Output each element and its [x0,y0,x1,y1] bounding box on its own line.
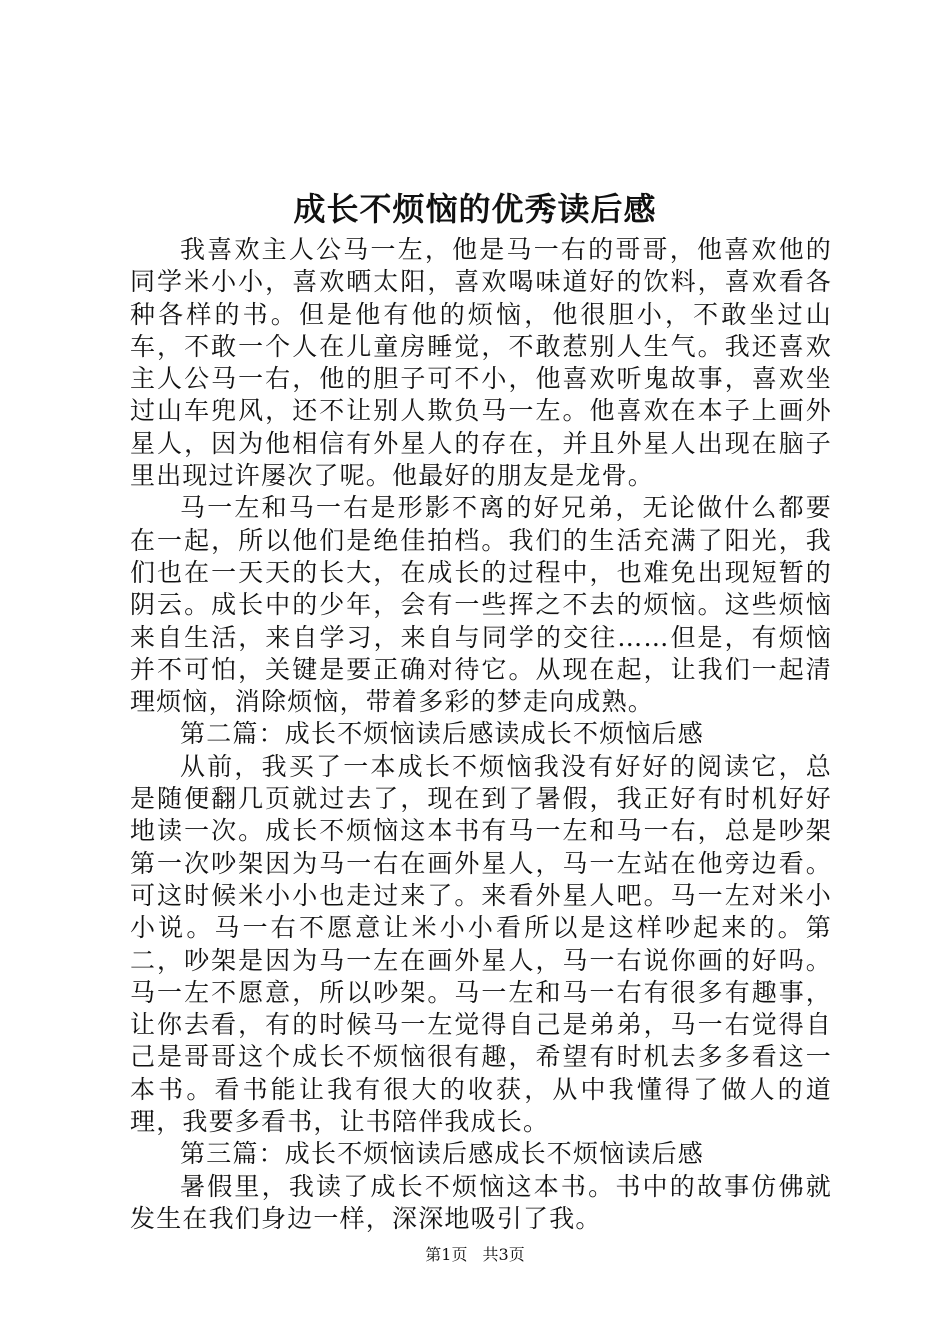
paragraph: 马一左和马一右是形影不离的好兄弟，无论做什么都要在一起，所以他们是绝佳拍档。我们的生活充满了阳光，我们也在一天天的长大，在成长的过程中，也难免出现短暂的阴云。成长中的少年，会有一些挥之不去的烦恼。这些烦恼来自生活，来自学习，来自与同学的交往……但是，有烦恼并不可怕，关键是要正确对待它。从现在起，让我们一起清理烦恼，消除烦恼，带着多彩的梦走向成熟。 [130,493,832,717]
page-footer [0,1243,950,1267]
section-heading: 第三篇：成长不烦恼读后感成长不烦恼读后感 [180,1139,705,1169]
paragraph: 从前，我买了一本成长不烦恼我没有好好的阅读它，总是随便翻几页就过去了，现在到了暑假，我正好有时机好好地读一次。成长不烦恼这本书有马一左和马一右，总是吵架第一次吵架因为马一右在画外星人，马一左站在他旁边看。可这时候米小小也走过来了。来看外星人吧。马一左对米小小说。马一右不愿意让米小小看所以是这样吵起来的。第二，吵架是因为马一左在画外星人，马一右说你画的好吗。马一左不愿意，所以吵架。马一左和马一右有很多有趣事，让你去看，有的时候马一左觉得自己是弟弟，马一右觉得自己是哥哥这个成长不烦恼很有趣，希望有时机去多多看这一本书。看书能让我有很大的收获，从中我懂得了做人的道理，我要多看书，让书陪伴我成长。 [130,751,832,1137]
document-title: 成长不烦恼的优秀读后感 [293,190,657,228]
page-total: 共3页 [482,1245,525,1264]
document-body [130,234,832,1235]
paragraph: 我喜欢主人公马一左，他是马一右的哥哥，他喜欢他的同学米小小，喜欢晒太阳，喜欢喝味道好的饮料，喜欢看各种各样的书。但是他有他的烦恼，他很胆小，不敢坐过山车，不敢一个人在儿童房睡觉，不敢惹别人生气。我还喜欢主人公马一右，他的胆子可不小，他喜欢听鬼故事，喜欢坐过山车兜风，还不让别人欺负马一左。他喜欢在本子上画外星人，因为他相信有外星人的存在，并且外星人出现在脑子里出现过许屡次了呢。他最好的朋友是龙骨。 [130,235,832,491]
paragraph: 暑假里，我读了成长不烦恼这本书。书中的故事仿佛就发生在我们身边一样，深深地吸引了我。 [130,1171,832,1233]
section-heading: 第二篇：成长不烦恼读后感读成长不烦恼后感 [180,719,705,749]
page-number: 第1页 [425,1245,468,1264]
